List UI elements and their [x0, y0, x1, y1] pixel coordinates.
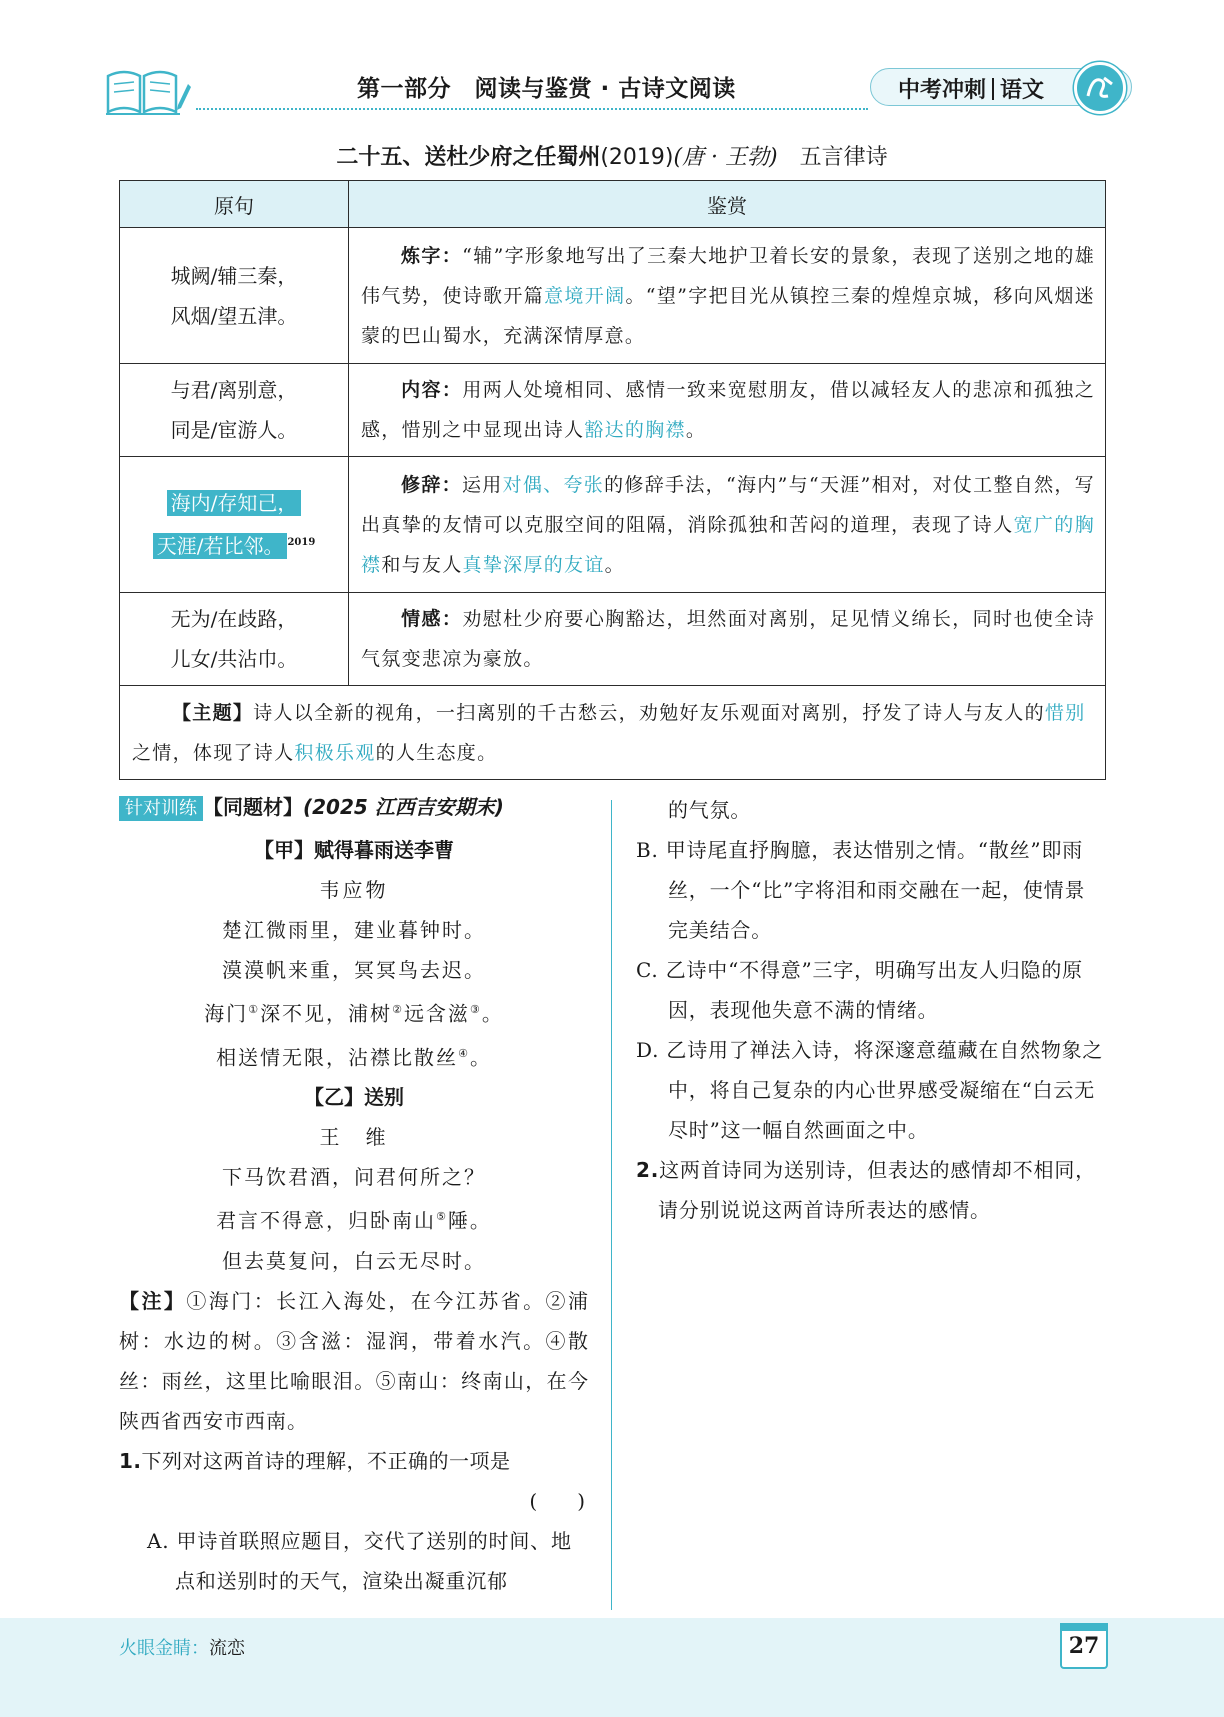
original-line: 同是/宦游人。 — [170, 418, 298, 442]
poem2-author: 王 维 — [319, 1125, 389, 1150]
poem2-line: 君言不得意，归卧南山⑤陲。 — [216, 1208, 492, 1233]
highlight-text: 积极乐观 — [294, 741, 376, 764]
page-header — [0, 0, 1224, 130]
column-divider — [611, 800, 612, 1610]
poem2-line: 但去莫复问，白云无尽时。 — [222, 1248, 486, 1273]
keyword-label: 情感： — [401, 608, 463, 630]
page-number: 27 — [1068, 1633, 1100, 1659]
original-line-cell — [120, 228, 349, 364]
highlight-text: 豁达的胸襟 — [584, 419, 686, 441]
poem-form: 五言律诗 — [799, 145, 888, 170]
appreciation-text: “辅”字形象地写出了三秦大地护卫着长安的景象，表现了送别之地的雄伟气势，使诗歌开篇 — [361, 244, 1095, 307]
poem-title — [0, 140, 1224, 171]
answer-paren[interactable]: ( ) — [529, 1488, 585, 1513]
right-column — [636, 790, 1106, 1230]
table-row — [120, 593, 1106, 686]
appreciation-text: 。“望”字把目光从镇控三秦的煌煌京城，移向风烟迷蒙的巴山蜀水，充满深情厚意。 — [361, 284, 1096, 347]
table-row — [120, 228, 1106, 364]
poem1-line: 相送情无限，沾襟比散丝④。 — [216, 1045, 492, 1070]
question-text: 这两首诗同为送别诗，但表达的感情却不相同，请分别说说这两首诗所表达的感情。 — [658, 1158, 1096, 1222]
appreciation-cell — [349, 364, 1106, 457]
series-label: 中考冲刺 语文 — [898, 78, 1045, 103]
highlight-text: 意境开阔 — [544, 284, 626, 307]
header-dotted-line — [196, 108, 868, 110]
analysis-table — [119, 180, 1106, 780]
left-column — [119, 792, 589, 1601]
original-line-cell — [120, 364, 349, 457]
keyword-label: 炼字： — [401, 244, 463, 267]
poem1-line: 海门①深不见，浦树②远含滋③。 — [204, 1001, 504, 1026]
open-book-icon — [104, 66, 182, 118]
exam-year-tag: 2019 — [287, 537, 316, 548]
theme-text: 的人生态度。 — [375, 741, 498, 764]
poem-title-main: 二十五、送杜少府之任蜀州 — [336, 145, 601, 170]
question-2 — [636, 1150, 1106, 1230]
question-number: 1. — [119, 1448, 142, 1473]
footer-label: 火眼金睛： — [119, 1638, 209, 1659]
option-a: A. 甲诗首联照应题目，交代了送别的时间、地点和送别时的天气，渲染出凝重沉郁 — [147, 1528, 572, 1593]
question-number: 2. — [636, 1158, 660, 1182]
theme-cell — [120, 686, 1106, 780]
option-c: C. 乙诗中“不得意”三字，明确写出友人归隐的原因，表现他失意不满的情绪。 — [636, 958, 1083, 1022]
poem-year: (2019) — [600, 145, 674, 170]
keyword-label: 内容： — [401, 379, 463, 401]
highlight-text: 惜别 — [1044, 701, 1086, 724]
highlight-text: 真挚深厚的友谊 — [462, 553, 605, 576]
appreciation-text: 用两人处境相同、感情一致来宽慰朋友，借以减轻友人的悲凉和孤独之感，惜别之中显现出诗人 — [361, 379, 1095, 441]
calendar-icon — [1060, 1623, 1108, 1631]
brush-logo-icon — [1082, 70, 1118, 106]
theme-row — [120, 686, 1106, 780]
highlighted-original-line: 海内/存知己， — [167, 490, 302, 516]
page-footer — [0, 1618, 1224, 1717]
source-text: (2025 江西吉安期末) — [303, 795, 504, 819]
theme-text: 之情，体现了诗人 — [132, 741, 295, 764]
pencil-icon — [176, 82, 192, 112]
table-header-row — [120, 181, 1106, 228]
appreciation-text: 。 — [604, 553, 625, 576]
highlight-text: 宽广的胸襟 — [361, 513, 1095, 576]
appreciation-text: 劝慰杜少府要心胸豁达，坦然面对离别，足见情义绵长，同时也使全诗气氛变悲凉为豪放。 — [361, 608, 1095, 670]
option-a-continued: 的气氛。 — [668, 798, 752, 822]
poem2-title: 【乙】送别 — [304, 1085, 404, 1110]
option-d: D. 乙诗用了禅法入诗，将深邃意蕴藏在自然物象之中，将自己复杂的内心世界感受凝缩在“白云无尽时”这一幅自然画面之中。 — [636, 1038, 1104, 1142]
original-line-cell — [120, 457, 349, 593]
original-line: 儿女/共沾巾。 — [170, 647, 298, 671]
poem-dynasty: (唐 · 王勃) — [673, 145, 778, 170]
footer-text: 流恋 — [209, 1638, 245, 1659]
poem1-line: 楚江微雨里，建业暮钟时。 — [222, 918, 486, 942]
table-row — [120, 364, 1106, 457]
highlighted-original-line: 天涯/若比邻。 — [153, 533, 288, 559]
poem1-title: 【甲】赋得暮雨送李曹 — [254, 838, 454, 862]
appreciation-text: 的修辞手法，“海内”与“天涯”相对，对仗工整自然，写出真挚的友情可以克服空间的阻隔，消除孤独和苦闷的道理，表现了诗人 — [361, 473, 1095, 536]
table-row — [120, 457, 1106, 593]
notes-label: 【注】 — [119, 1288, 187, 1313]
question-1 — [119, 1441, 589, 1481]
appreciation-text: 。 — [685, 419, 707, 441]
original-line-cell — [120, 593, 349, 686]
highlight-text: 对偶、夸张 — [502, 473, 605, 496]
appreciation-text: 和与友人 — [381, 553, 463, 576]
option-b: B. 甲诗尾直抒胸臆，表达惜别之情。“散丝”即雨丝，一个“比”字将泪和雨交融在一起，使情景完美结合。 — [636, 838, 1086, 942]
theme-label: 【主题】 — [172, 701, 254, 724]
keyword-label: 修辞： — [401, 473, 462, 496]
poem2-line: 下马饮君酒，问君何所之？ — [222, 1165, 486, 1190]
header-original: 原句 — [120, 181, 349, 228]
notes — [119, 1281, 589, 1441]
appreciation-cell — [349, 228, 1106, 364]
question-text: 下列对这两首诗的理解，不正确的一项是 — [141, 1448, 511, 1473]
appreciation-cell — [349, 457, 1106, 593]
appreciation-text: 运用 — [461, 473, 503, 496]
header-appreciation: 鉴赏 — [349, 181, 1106, 228]
source-label: 【同题材】 — [203, 795, 303, 819]
original-line: 与君/离别意， — [170, 378, 298, 402]
footer-note — [119, 1634, 245, 1660]
notes-text: ①海门：长江入海处，在今江苏省。②浦树：水边的树。③含滋：湿润，带着水汽。④散丝：雨丝，这里比喻眼泪。⑤南山：终南山，在今陕西省西安市西南。 — [119, 1288, 590, 1433]
theme-text: 诗人以全新的视角，一扫离别的千古愁云，劝勉好友乐观面对离别，抒发了诗人与友人的 — [253, 701, 1045, 724]
original-line: 城阙/辅三秦， — [170, 263, 298, 288]
training-header — [119, 792, 589, 824]
section-title: 第一部分 阅读与鉴赏 · 古诗文阅读 — [357, 76, 736, 102]
training-tag: 针对训练 — [119, 796, 203, 821]
original-line: 风烟/望五津。 — [170, 303, 298, 328]
appreciation-cell — [349, 593, 1106, 686]
poem1-line: 漠漠帆来重，冥冥鸟去迟。 — [222, 958, 486, 982]
poem1-author: 韦应物 — [319, 878, 389, 902]
original-line: 无为/在歧路， — [170, 607, 298, 631]
